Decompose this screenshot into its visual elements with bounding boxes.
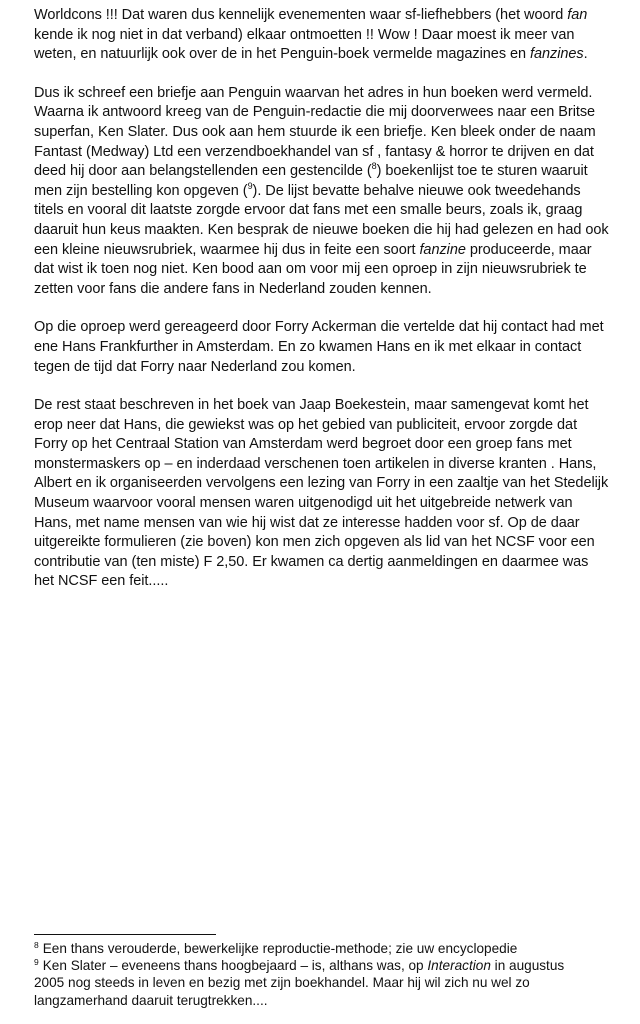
text-run: Een thans verouderde, bewerkelijke reproductie-methode; zie uw encyclopedie bbox=[42, 941, 518, 956]
text-run: Hans, met name mensen van wie hij wist dat ze interesse hadden voor sf. Op de daar bbox=[34, 514, 580, 531]
text-line bbox=[34, 553, 640, 573]
text-run: titels en vooral dit laatste zorgde ervoor dat fans met een smalle beurs, zoals ik, graag bbox=[34, 202, 583, 219]
footnote bbox=[34, 957, 640, 1009]
text-line bbox=[34, 241, 640, 261]
text-run: Museum waarvoor vooral mensen waren uitgenodigd uit het uitgebreide netwerk van bbox=[34, 495, 573, 512]
footnotes bbox=[34, 940, 640, 1009]
footnote-separator bbox=[34, 934, 216, 935]
text-run: ene Hans Frankfurther in Amsterdam. En zo kwamen Hans en ik met elkaar in contact bbox=[34, 338, 582, 355]
text-run: weten, en natuurlijk ook over de in het Penguin-boek vermelde magazines en bbox=[34, 46, 530, 63]
text-line bbox=[34, 338, 640, 358]
text-run: ) boekenlijst toe te sturen waaruit bbox=[376, 163, 588, 180]
footnote-reference: 9 bbox=[247, 180, 253, 191]
paragraph bbox=[34, 84, 640, 300]
text-line bbox=[34, 974, 640, 991]
text-line bbox=[34, 455, 640, 475]
text-line bbox=[34, 514, 640, 534]
text-run: Waarna ik antwoord kreeg van de Penguin-redactie die mij doorverwees naar een Britse bbox=[34, 104, 596, 121]
italic-text: fan bbox=[567, 7, 588, 23]
text-run: deed hij door aan belangstellenden een gestencilde ( bbox=[34, 163, 372, 180]
italic-text: fanzines bbox=[530, 46, 584, 63]
text-line bbox=[34, 494, 640, 514]
text-run: produceerde, maar bbox=[465, 241, 592, 258]
text-line bbox=[34, 940, 640, 957]
text-line bbox=[34, 396, 640, 416]
text-run: kende ik nog niet in dat verband) elkaar ontmoetten !! Wow ! Daar moest ik meer van bbox=[34, 26, 575, 43]
text-run: in augustus bbox=[490, 958, 565, 974]
text-line bbox=[34, 6, 640, 26]
text-line bbox=[34, 474, 640, 494]
body-text bbox=[34, 6, 640, 611]
text-line bbox=[34, 162, 640, 182]
footnote-number: 8 bbox=[34, 940, 39, 950]
text-line bbox=[34, 358, 640, 378]
text-run: dat wist ik toen nog niet. Ken bood aan om voor mij een oproep in zijn nieuwsrubriek te bbox=[34, 261, 587, 278]
text-line bbox=[34, 318, 640, 338]
text-run: daaruit hun keus maakten. Ken besprak de nieuwe boeken die hij had gelezen en had ook bbox=[34, 221, 609, 238]
text-run: Ken Slater – eveneens thans hoogbejaard – is, althans was, op bbox=[42, 958, 428, 974]
text-line bbox=[34, 221, 640, 241]
italic-text: Interaction bbox=[427, 958, 491, 974]
paragraph bbox=[34, 318, 640, 377]
italic-text: fanzine bbox=[419, 241, 466, 258]
text-run: superfan, Ken Slater. Dus ook aan hem stuurde ik een briefje. Ken bleek onder de naam bbox=[34, 123, 596, 140]
text-line bbox=[34, 533, 640, 553]
text-run: contributie van (ten miste) F 2,50. Er kwamen ca dertig aanmeldingen en daarmee was bbox=[34, 553, 589, 570]
text-run: men zijn bestelling kon opgeven ( bbox=[34, 182, 248, 199]
text-run: een kleine nieuwsrubriek, waarmee hij dus in feite een soort bbox=[34, 241, 420, 258]
text-run: Albert en ik organiseerden vervolgens een lezing van Forry in een zaaltje van het Stedelijk bbox=[34, 475, 609, 492]
text-line bbox=[34, 435, 640, 455]
text-line bbox=[34, 280, 640, 300]
text-line bbox=[34, 201, 640, 221]
text-line bbox=[34, 182, 640, 202]
text-run: Worldcons !!! Dat waren dus kennelijk evenementen waar sf-liefhebbers (het woord bbox=[34, 7, 568, 23]
text-run: monstermaskers op – en inderdaad verschenen toen artikelen in diverse kranten . Hans, bbox=[34, 455, 597, 472]
text-line bbox=[34, 416, 640, 436]
text-run: ). De lijst bevatte behalve nieuwe ook tweedehands bbox=[252, 182, 581, 199]
text-run: het NCSF een feit..... bbox=[34, 573, 169, 590]
text-run: zetten voor fans die andere fans in Nederland zouden kennen. bbox=[34, 280, 432, 297]
text-line bbox=[34, 84, 640, 104]
footnote-reference: 8 bbox=[371, 161, 377, 172]
text-run: uitgereikte formulieren (zie boven) kon men zich opgeven als lid van het NCSF voor een bbox=[34, 534, 595, 551]
paragraph bbox=[34, 396, 640, 592]
text-line bbox=[34, 123, 640, 143]
text-line bbox=[34, 45, 640, 65]
text-run: Fantast (Medway) Ltd een verzendboekhandel van sf , fantasy & horror te drijven en dat bbox=[34, 143, 594, 160]
text-run: De rest staat beschreven in het boek van Jaap Boekestein, maar samengevat komt het bbox=[34, 397, 589, 414]
text-run: Forry op het Centraal Station van Amsterdam werd begroet door een groep fans met bbox=[34, 436, 572, 453]
text-line bbox=[34, 260, 640, 280]
text-run: 2005 nog steeds in leven en bezig met zijn boekhandel. Maar hij wil zich nu wel zo bbox=[34, 975, 530, 991]
text-run: langzamerhand daaruit terugtrekken.... bbox=[34, 992, 268, 1008]
paragraph bbox=[34, 6, 640, 65]
text-line bbox=[34, 103, 640, 123]
text-line bbox=[34, 26, 640, 46]
text-line bbox=[34, 572, 640, 592]
text-run: Op die oproep werd gereageerd door Forry Ackerman die vertelde dat hij contact had met bbox=[34, 319, 604, 336]
text-line bbox=[34, 143, 640, 163]
footnote-number: 9 bbox=[34, 957, 39, 968]
text-line bbox=[34, 957, 640, 974]
footnote bbox=[34, 940, 640, 957]
text-run: tegen de tijd dat Forry naar Nederland zou komen. bbox=[34, 358, 356, 375]
text-line bbox=[34, 992, 640, 1009]
text-run: . bbox=[583, 46, 588, 63]
text-run: erop neer dat Hans, die gewiekst was op het gebied van publiciteit, ervoor zorgde dat bbox=[34, 416, 578, 433]
text-run: Dus ik schreef een briefje aan Penguin waarvan het adres in hun boeken werd vermeld. bbox=[34, 84, 593, 101]
